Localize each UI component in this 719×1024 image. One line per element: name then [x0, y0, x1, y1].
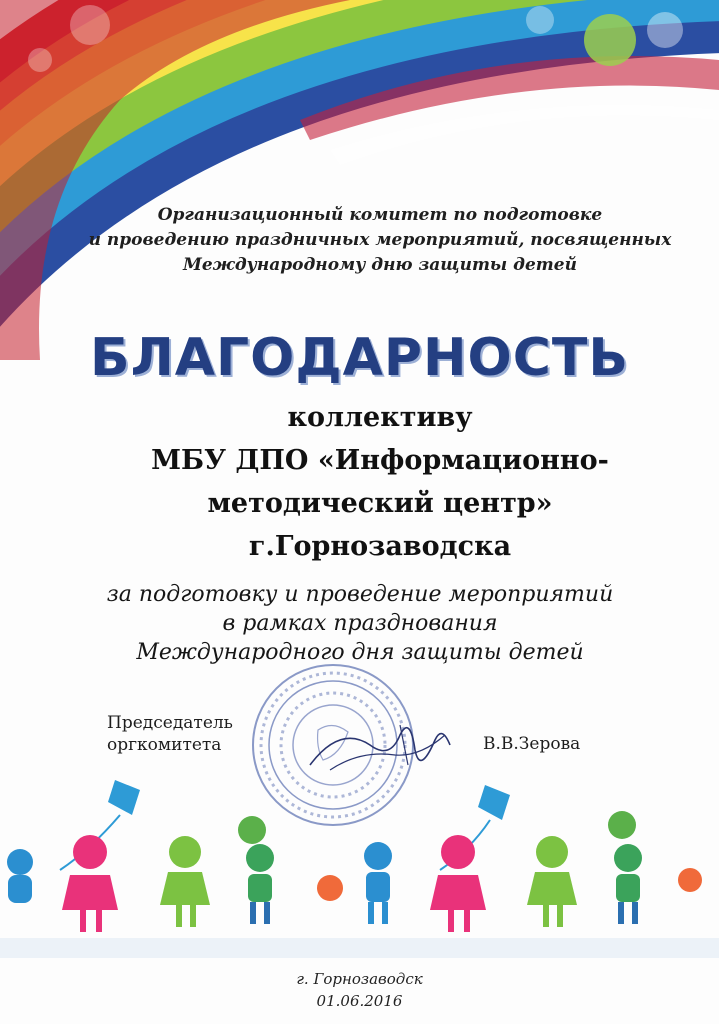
- organizer-text: [60, 203, 700, 278]
- recipient-line: коллективу: [287, 402, 473, 433]
- recipient-line: МБУ ДПО «Информационно-: [151, 445, 609, 476]
- recipient-text: [60, 396, 700, 568]
- organizer-line: и проведению праздничных мероприятий, посвященных: [88, 230, 672, 250]
- signatory-role: [107, 712, 233, 756]
- kid-figure: [7, 849, 33, 903]
- footer: [0, 968, 719, 1012]
- signatory-role-line: Председатель: [107, 713, 233, 733]
- certificate-title: БЛАГОДАРНОСТЬ: [89, 328, 630, 388]
- signatory-name: В.В.Зерова: [483, 734, 581, 754]
- rainbow-decoration: [0, 0, 719, 360]
- signatory-role-line: оргкомитета: [107, 735, 222, 755]
- footer-date: 01.06.2016: [316, 992, 403, 1010]
- recipient-line: г.Горнозаводска: [248, 531, 512, 562]
- organizer-line: Организационный комитет по подготовке: [157, 205, 603, 225]
- reason-line: за подготовку и проведение мероприятий: [106, 582, 614, 607]
- reason-line: Международного дня защиты детей: [136, 640, 584, 665]
- children-illustration: [0, 770, 719, 960]
- footer-city: г. Горнозаводск: [296, 970, 423, 988]
- reason-text: [40, 580, 680, 667]
- recipient-line: методический центр»: [207, 488, 553, 519]
- organizer-line: Международному дню защиты детей: [183, 255, 577, 275]
- reason-line: в рамках празднования: [222, 611, 498, 636]
